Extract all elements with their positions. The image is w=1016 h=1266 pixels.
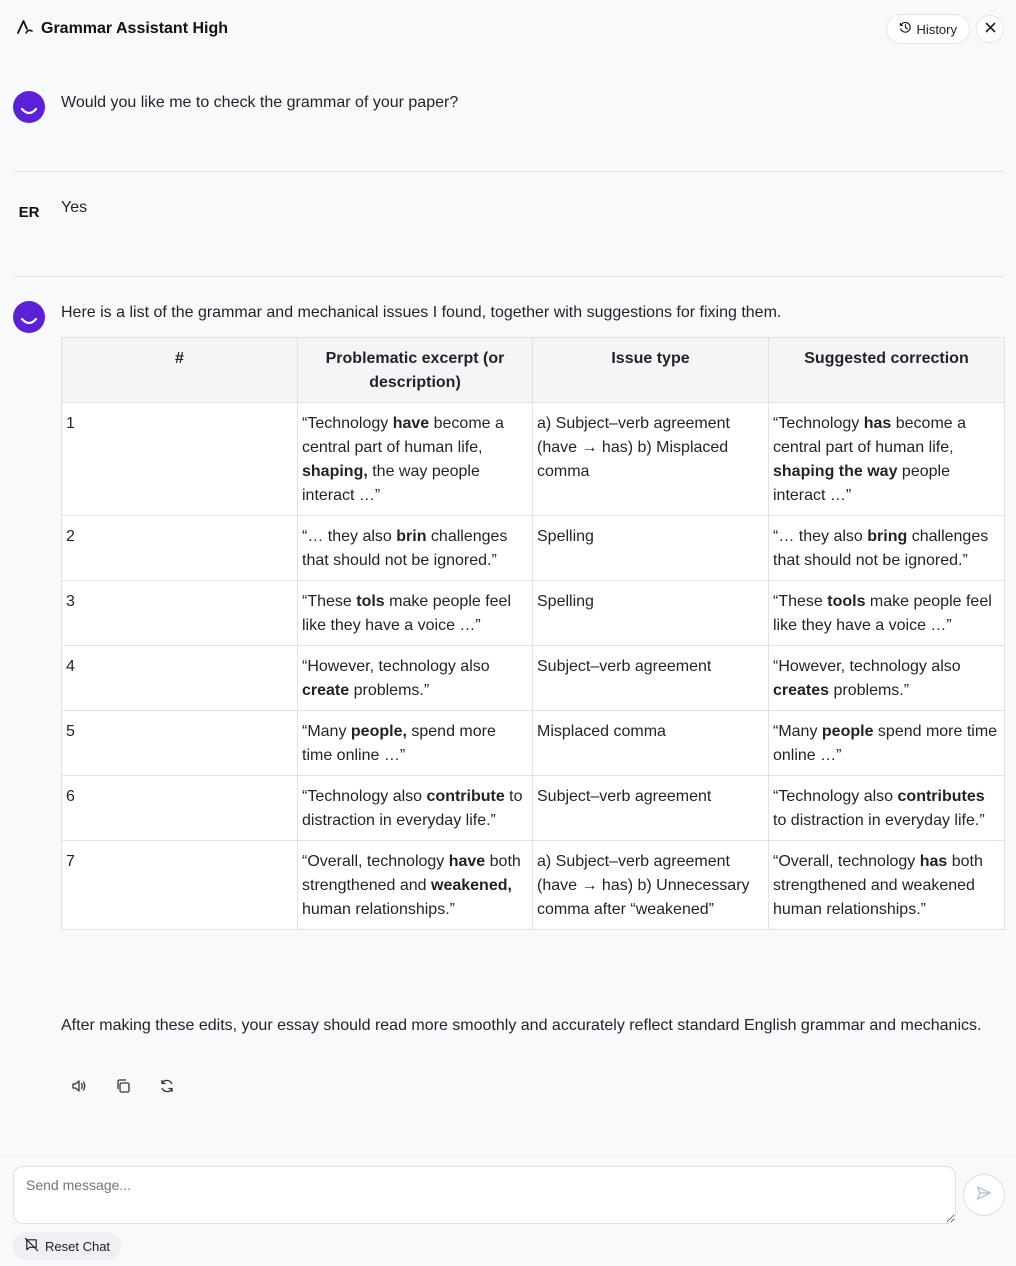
bot-closing-text: After making these edits, your essay should read more smoothly and accurately reflect standard English grammar and mechanics. <box>61 1017 982 1034</box>
issue-type-cell: Spelling <box>533 516 769 581</box>
issue-type-cell: Spelling <box>533 581 769 646</box>
correction-cell: “Overall, technology has both strengthened and weakened human relationships.” <box>769 841 1005 930</box>
message-input[interactable] <box>13 1166 956 1224</box>
row-number: 6 <box>62 776 298 841</box>
bot-message-text: Would you like me to check the grammar of your paper? <box>61 94 459 111</box>
row-number: 4 <box>62 646 298 711</box>
correction-cell: “Many people spend more time online …” <box>769 711 1005 776</box>
column-header: Issue type <box>533 338 769 403</box>
row-number: 3 <box>62 581 298 646</box>
issue-type-cell: Misplaced comma <box>533 711 769 776</box>
user-message-text: Yes <box>61 199 88 216</box>
issue-type-cell: a) Subject–verb agreement (have → has) b) Misplaced comma <box>533 403 769 516</box>
send-button[interactable] <box>963 1174 1005 1216</box>
correction-cell: “… they also bring challenges that should not be ignored.” <box>769 516 1005 581</box>
speaker-icon[interactable] <box>70 1075 88 1097</box>
table-row <box>62 776 1005 841</box>
table-row <box>62 711 1005 776</box>
correction-cell: “However, technology also creates problems.” <box>769 646 1005 711</box>
table-row <box>62 646 1005 711</box>
column-header: Suggested correction <box>769 338 1005 403</box>
refresh-icon[interactable] <box>158 1075 176 1097</box>
excerpt-cell: “Technology also contribute to distraction in everyday life.” <box>298 776 533 841</box>
column-header: # <box>62 338 298 403</box>
user-message <box>13 196 1005 236</box>
app-title: Grammar Assistant High <box>41 20 229 37</box>
correction-cell: “Technology has become a central part of human life, shaping the way people interact …” <box>769 403 1005 516</box>
title-group <box>16 18 228 41</box>
excerpt-cell: “Overall, technology have both strengthened and weakened, human relationships.” <box>298 841 533 930</box>
bot-avatar <box>13 301 45 333</box>
bot-message <box>13 91 1005 131</box>
history-button[interactable] <box>886 14 970 44</box>
correction-cell: “These tools make people feel like they have a voice …” <box>769 581 1005 646</box>
message-actions <box>70 1075 176 1097</box>
reset-chat-label: Reset Chat <box>45 1238 111 1254</box>
message-divider <box>13 171 1004 172</box>
correction-cell: “Technology also contributes to distraction in everyday life.” <box>769 776 1005 841</box>
close-icon <box>985 20 996 38</box>
excerpt-cell: “Technology have become a central part of human life, shaping, the way people interact …” <box>298 403 533 516</box>
reset-chat-button[interactable] <box>13 1232 121 1260</box>
excerpt-cell: “However, technology also create problems.” <box>298 646 533 711</box>
column-header: Problematic excerpt (or description) <box>298 338 533 403</box>
issues-table <box>61 337 1005 930</box>
close-button[interactable] <box>976 15 1004 43</box>
bot-message <box>13 301 1005 341</box>
header <box>0 0 1016 58</box>
issue-type-cell: Subject–verb agreement <box>533 646 769 711</box>
user-avatar: ER <box>18 203 40 221</box>
table-header-row <box>62 338 1005 403</box>
excerpt-cell: “These tols make people feel like they have a voice …” <box>298 581 533 646</box>
row-number: 2 <box>62 516 298 581</box>
excerpt-cell: “… they also brin challenges that should not be ignored.” <box>298 516 533 581</box>
send-icon <box>975 1184 993 1207</box>
message-divider <box>13 276 1004 277</box>
issues-table-body <box>62 403 1005 930</box>
issue-type-cell: a) Subject–verb agreement (have → has) b) Unnecessary comma after “weakened” <box>533 841 769 930</box>
header-actions <box>886 14 1004 44</box>
bot-message-text: Here is a list of the grammar and mechanical issues I found, together with suggestions for fixing them. <box>61 304 782 321</box>
issue-type-cell: Subject–verb agreement <box>533 776 769 841</box>
table-row <box>62 841 1005 930</box>
row-number: 1 <box>62 403 298 516</box>
excerpt-cell: “Many people, spend more time online …” <box>298 711 533 776</box>
chat-reset-icon <box>24 1237 39 1255</box>
row-number: 5 <box>62 711 298 776</box>
history-label: History <box>916 21 957 37</box>
table-row <box>62 403 1005 516</box>
table-row <box>62 516 1005 581</box>
assistant-logo-icon <box>16 18 34 41</box>
history-clock-icon <box>899 21 912 37</box>
row-number: 7 <box>62 841 298 930</box>
bot-avatar <box>13 91 45 123</box>
copy-icon[interactable] <box>114 1075 132 1097</box>
table-row <box>62 581 1005 646</box>
